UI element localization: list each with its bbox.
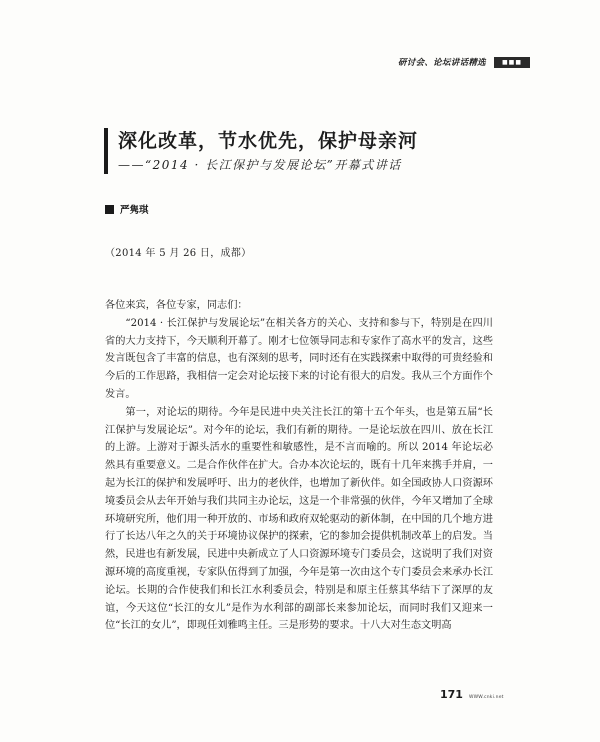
title-block [104,128,418,174]
page-footer [440,688,504,701]
dateline: （2014 年 5 月 26 日，成都） [105,248,252,259]
body-paragraph-2: 第一，对论坛的期待。今年是民进中央关注长江的第十五个年头，也是第五届“长江保护与发展论坛”。对今年的论坛，我们有新的期待。一是论坛放在四川、放在长江的上游。上游对于源头活水的重要性和敏感性，是不言而喻的。所以 2014 年论坛必然具有重要意义。二是合作伙伴在扩大。合办本次论坛的，既有十几年来携手并肩，一起为长江的保护和发展呼吁、出力的老伙伴，也增加了新伙伴。如全国政协人口资源环境委员会从去年开始与我们共同主办论坛，这是一个非常强的伙伴，今年又增加了全球环境研究所，他们用一种开放的、市场和政府双轮驱动的新体制，在中国的几个地方进行了长达八年之久的关于环境协议保护的探索，它的参加会提供机制改革上的启发。当然，民进也有新发展，民进中央新成立了人口资源环境专门委员会，这说明了我们对资源环境的高度重视，专家队伍得到了加强，今年是第一次由这个专门委员会来承办长江论坛。长期的合作使我们和长江水利委员会，特别是和原主任蔡其华结下了深厚的友谊，今天这位“长江的女儿”是作为水利部的副部长来参加论坛，而同时我们又迎来一位“长江的女儿”，即现任刘雅鸣主任。三是形势的要求。十八大对生态文明高 [105,406,493,632]
article-subtitle: ——“2014 · 长江保护与发展论坛”开幕式讲话 [118,158,402,172]
footer-source-mark: WWW.cnki.net [468,695,504,700]
article-body [105,297,493,635]
running-header [398,56,530,68]
page-number: 171 [440,688,463,701]
author-line [105,202,149,216]
header-section-label: 研讨会、论坛讲话精选 [397,58,486,68]
square-bullet-icon [105,205,114,214]
greeting: 各位来宾，各位专家，同志们： [105,300,248,311]
article-title: 深化改革，节水优先，保护母亲河 [118,130,419,152]
author-name: 严隽琪 [120,205,149,216]
header-logo-mark: ■■■ [494,57,530,68]
body-paragraph-1: “2014 · 长江保护与发展论坛”在相关各方的关心、支持和参与下，特别是在四川省的大力支持下，今天顺利开幕了。刚才七位领导同志和专家作了高水平的发言，这些发言既包含了丰富的信息，也有深刻的思考，同时还有在实践探索中取得的可贵经验和今后的工作思路，我相信一定会对论坛接下来的讨论有很大的启发。我从三个方面作个发言。 [105,317,493,400]
